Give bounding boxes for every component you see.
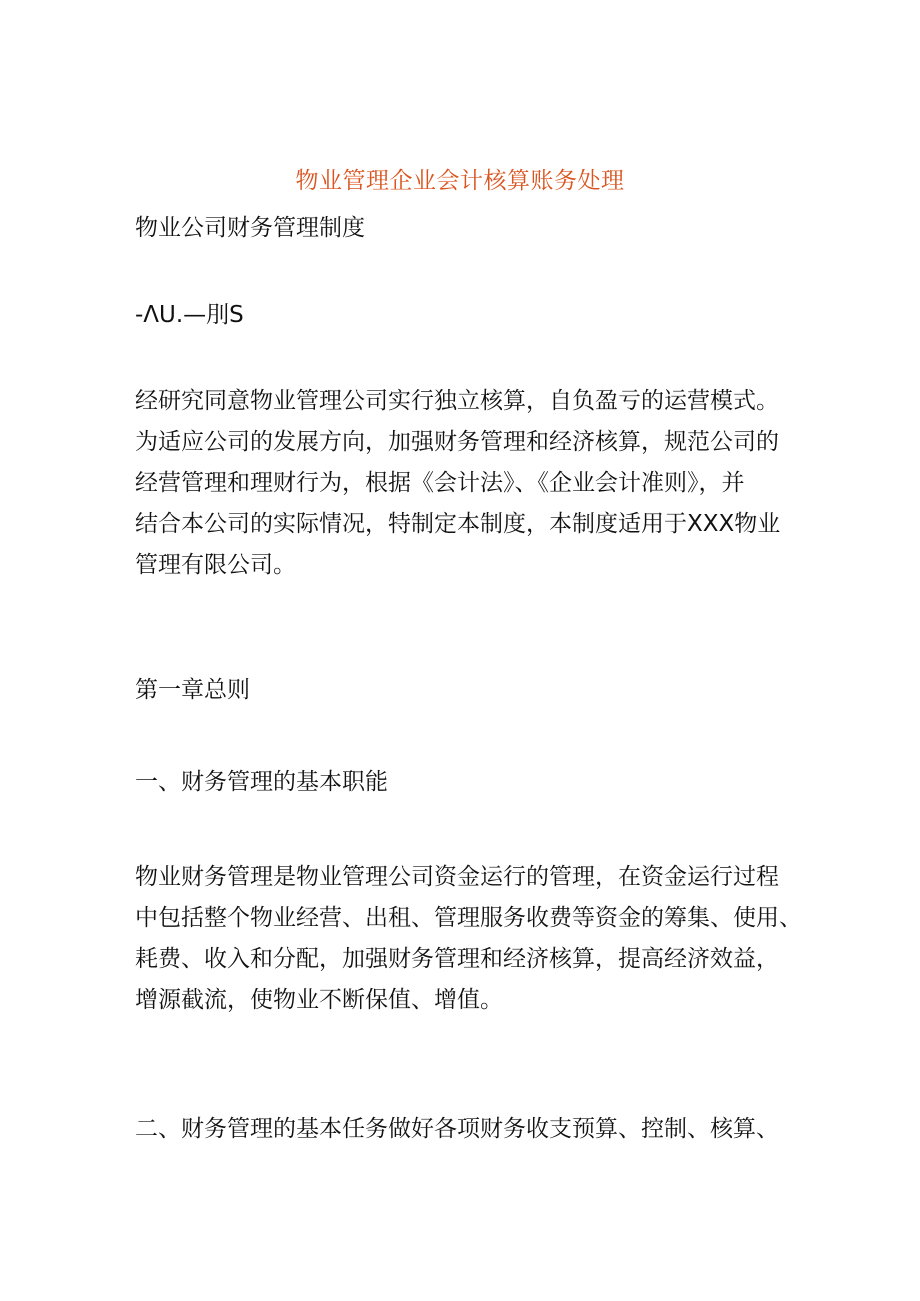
document-title: 物业管理企业会计核算账务处理 (295, 168, 625, 194)
paragraph-line: 物业财务管理是物业管理公司资金运行的管理，在资金运行过程 (135, 864, 779, 890)
section-heading-2: 二、财务管理的基本任务做好各项财务收支预算、控制、核算、 (135, 1116, 779, 1142)
paragraph-line: 增源截流，使物业不断保值、增值。 (135, 987, 503, 1013)
section-heading: 一、财务管理的基本职能 (135, 769, 388, 795)
section-paragraph (135, 857, 802, 1021)
paragraph-line: 经研究同意物业管理公司实行独立核算，自负盈亏的运营模式。 (135, 388, 779, 414)
preface-heading: -ΛU.—刖S (135, 302, 244, 328)
chapter-heading: 第一章总则 (135, 677, 250, 703)
paragraph-line: 耗费、收入和分配，加强财务管理和经济核算，提高经济效益， (135, 946, 779, 972)
paragraph-line: 为适应公司的发展方向，加强财务管理和经济核算，规范公司的 (135, 429, 779, 455)
paragraph-line: 管理有限公司。 (135, 552, 296, 578)
document-subtitle: 物业公司财务管理制度 (135, 215, 365, 241)
paragraph-line: 经营管理和理财行为，根据《会计法》、《企业会计准则》，并 (135, 470, 745, 496)
paragraph-line: 中包括整个物业经营、出租、管理服务收费等资金的筹集、使用、 (135, 905, 802, 931)
paragraph-line: 结合本公司的实际情况，特制定本制度，本制度适用于XXX物业 (135, 511, 781, 537)
intro-paragraph (135, 381, 795, 586)
